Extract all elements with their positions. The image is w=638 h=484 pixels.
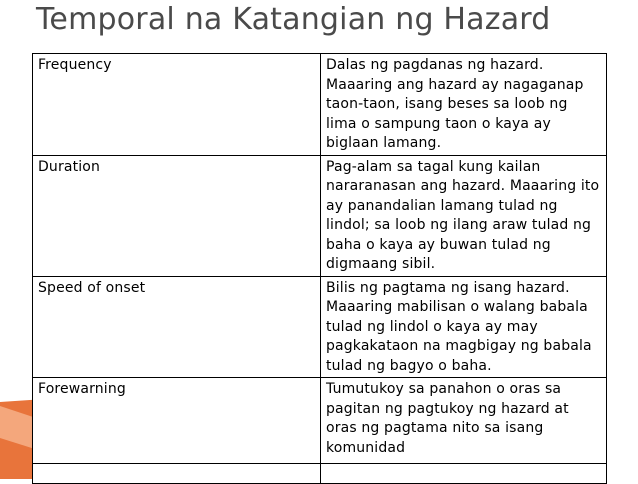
description-cell: Dalas ng pagdanas ng hazard. Maaaring ang hazard ay nagaganap taon-taon, isang beses sa loob ng lima o sampung taon o kaya ay biglaan lamang.: [321, 54, 607, 156]
term-cell: Forewarning: [33, 378, 321, 464]
table-row: [33, 464, 607, 484]
description-cell: Pag-alam sa tagal kung kailan nararanasan ang hazard. Maaaring ito ay panandalian lamang tulad ng lindol; sa loob ng ilang araw tulad ng baha o kaya ay buwan tulad ng digmaang sibil.: [321, 155, 607, 276]
table-row: [33, 276, 607, 378]
description-cell: Tumutukoy sa panahon o oras sa pagitan ng pagtukoy ng hazard at oras ng pagtama nito sa isang komunidad: [321, 378, 607, 464]
description-cell: Bilis ng pagtama ng isang hazard. Maaaring mabilisan o walang babala tulad ng lindol o kaya ay may pagkakataon na magbigay ng babala tulad ng bagyo o baha.: [321, 276, 607, 378]
term-cell: Frequency: [33, 54, 321, 156]
description-cell: [321, 464, 607, 484]
table-row: [33, 155, 607, 276]
term-cell: Duration: [33, 155, 321, 276]
hazard-characteristics-table: [32, 53, 607, 484]
table-row: [33, 54, 607, 156]
term-cell: [33, 464, 321, 484]
table-row: [33, 378, 607, 464]
term-cell: Speed of onset: [33, 276, 321, 378]
slide-title: Temporal na Katangian ng Hazard: [36, 2, 551, 37]
